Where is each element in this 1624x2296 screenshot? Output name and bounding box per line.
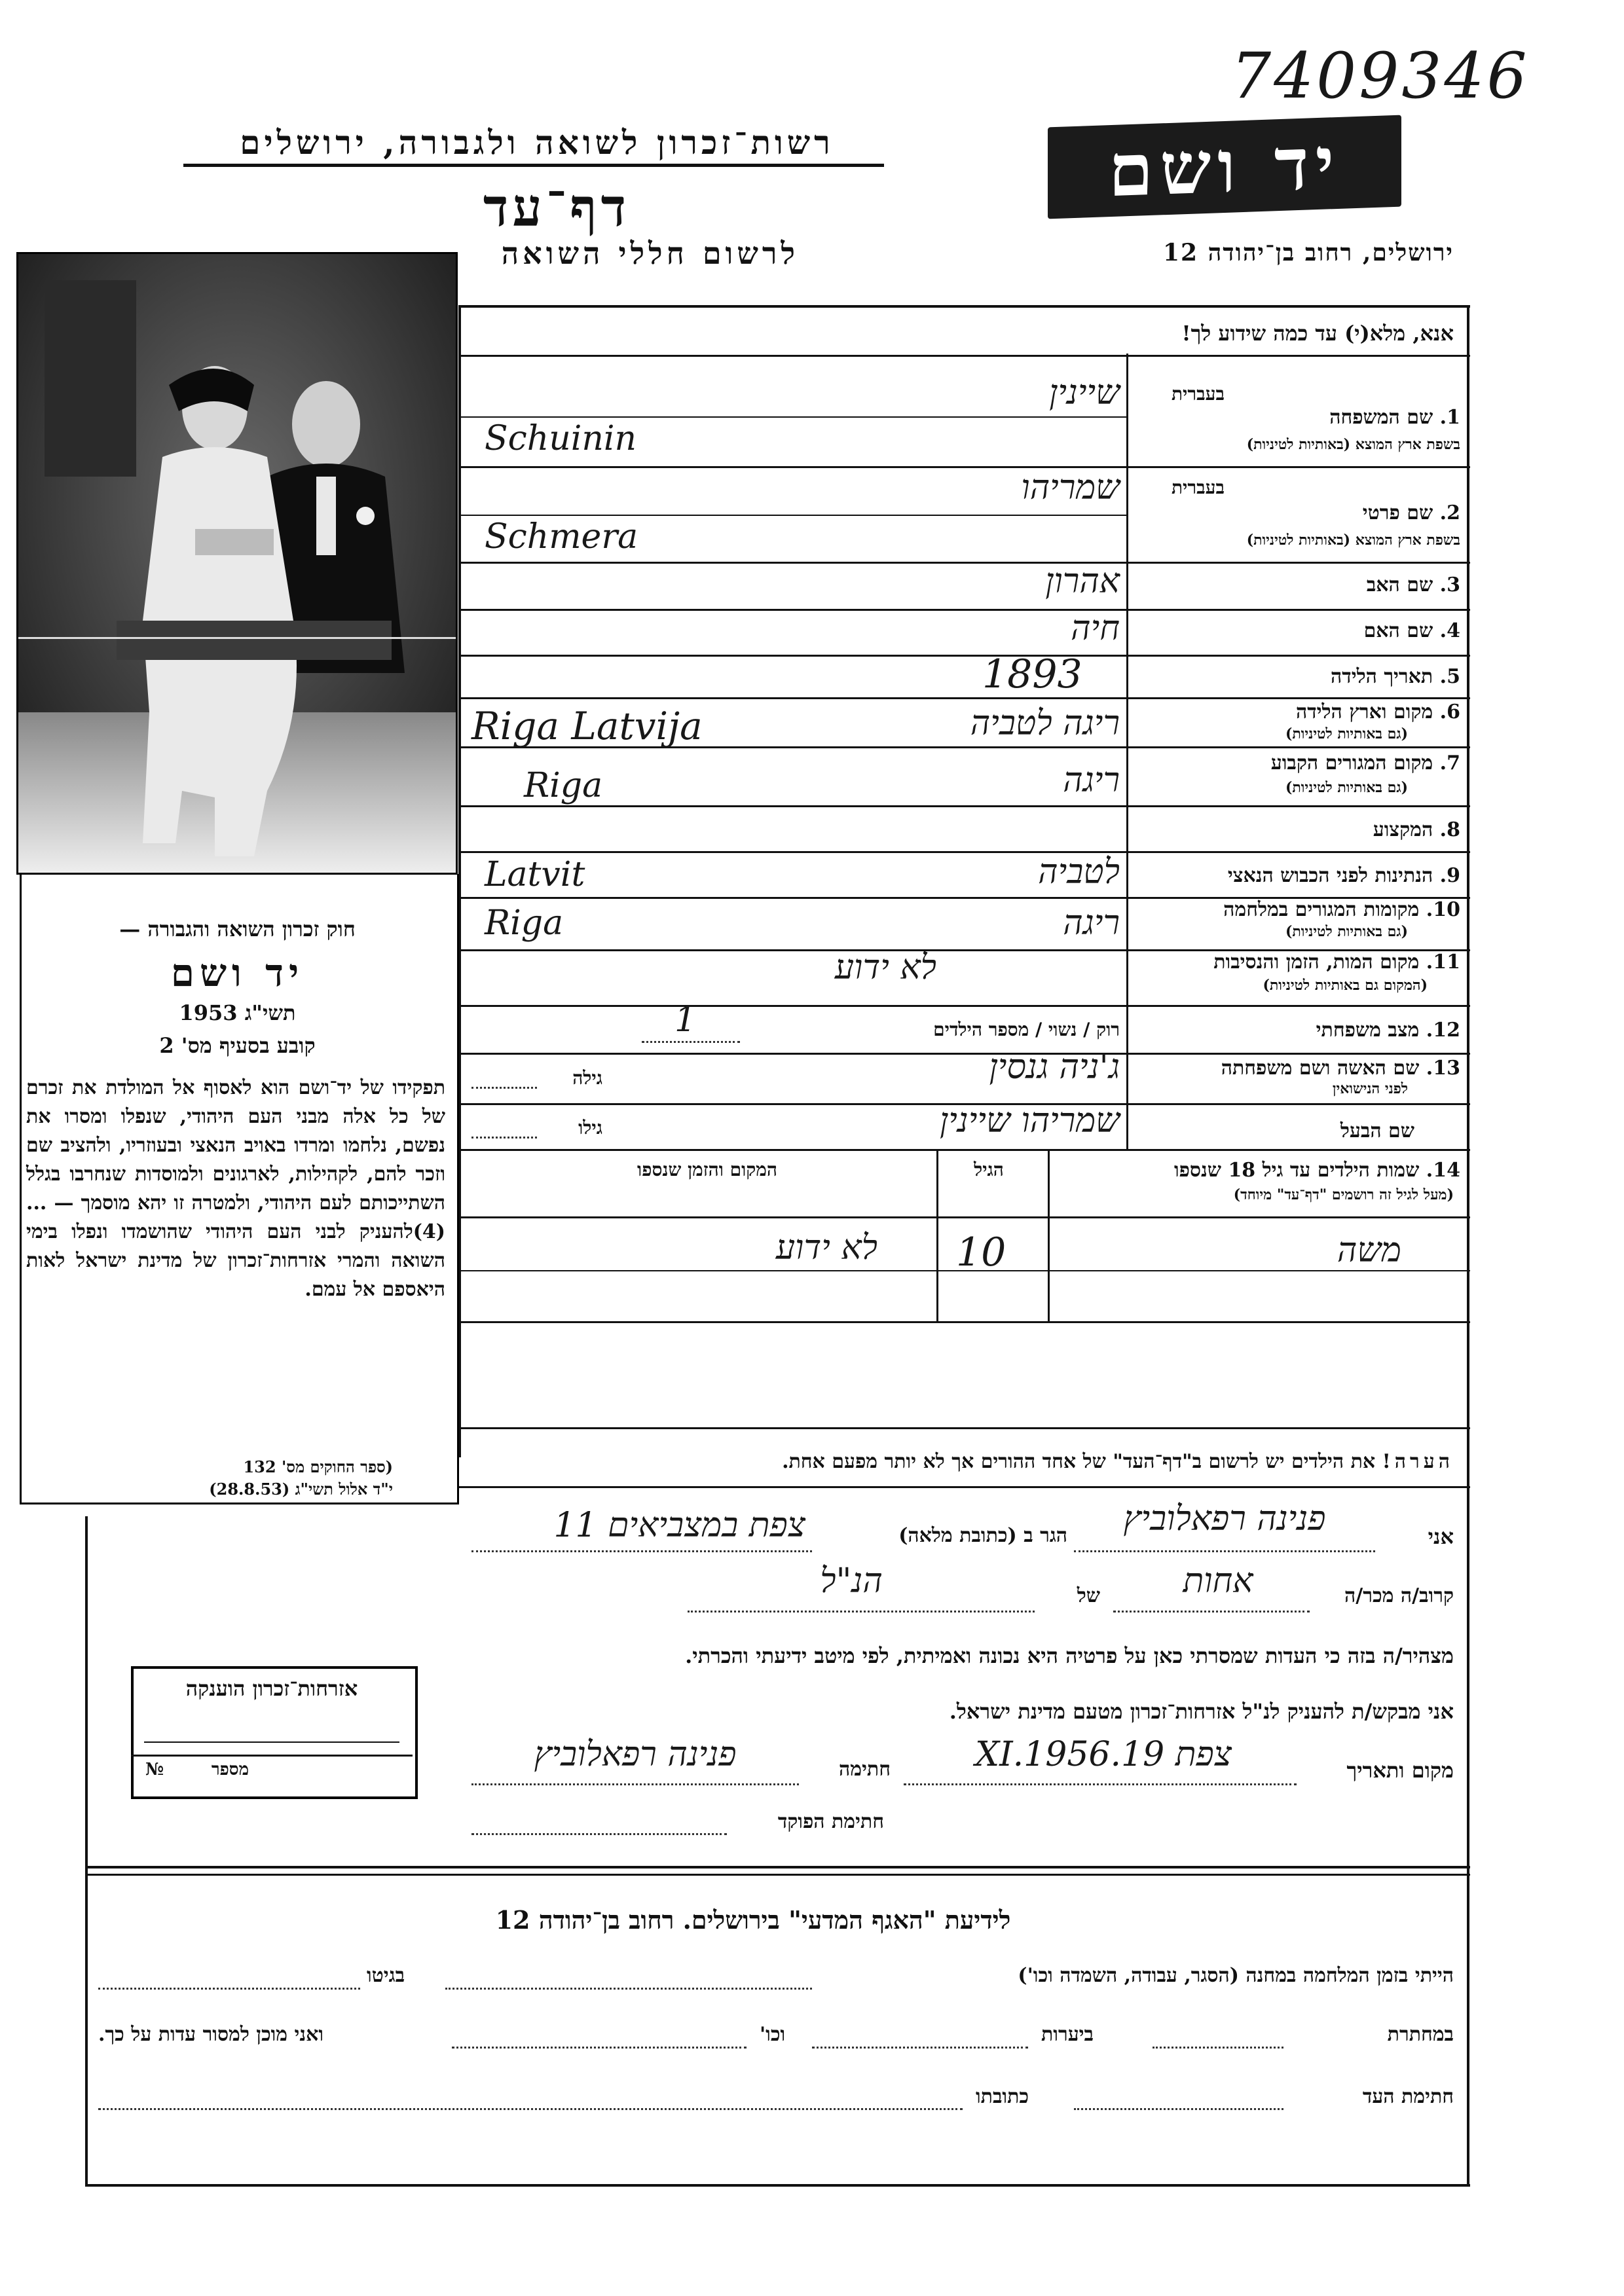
info-line2-dots-2 <box>812 2047 1028 2049</box>
portrait-photo <box>16 252 458 875</box>
field14-col-place: המקום והזמן שנספו <box>637 1159 777 1180</box>
field4-number: 4. <box>1439 619 1460 642</box>
law-name: יד ושם <box>170 951 304 995</box>
field14-bottom-line <box>458 1321 1470 1323</box>
field7-number: 7. <box>1439 752 1460 774</box>
husband-hebrew: שמריהו שיינין <box>939 1101 1120 1140</box>
declarant-address: צפת במצביאים 11 <box>553 1506 805 1545</box>
row-line <box>458 1005 1470 1007</box>
field4-label-text: שם האם <box>1363 619 1433 642</box>
field1-sub: בשפת ארץ המוצא (באותיות לטיניות) <box>1246 436 1460 453</box>
field13-age-dots <box>471 1087 537 1089</box>
row-line <box>458 655 1470 657</box>
of-dots <box>688 1611 1035 1613</box>
field2-sub: בשפת ארץ המוצא (באותיות לטיניות) <box>1246 532 1460 549</box>
field1-label-text: שם המשפחה <box>1329 406 1433 429</box>
note <box>471 1450 1454 1473</box>
field3-hebrew: אהרון <box>1045 562 1120 601</box>
field11-sub: (המקום גם באותיות לטיניות) <box>1263 977 1428 994</box>
row-line <box>458 1149 1470 1151</box>
field8-number: 8. <box>1439 818 1460 841</box>
field2-divider <box>458 515 1126 516</box>
law-source-1: (ספר החוקים מס' 132 <box>243 1457 393 1476</box>
field11-label <box>1133 951 1460 974</box>
frame-top <box>458 305 1470 308</box>
field12-number: 12. <box>1426 1019 1460 1042</box>
citizenship-dots-line <box>144 1741 399 1743</box>
field13-number: 13. <box>1426 1057 1460 1080</box>
frame-right <box>1467 305 1469 1516</box>
info-line1-a: הייתי בזמן המלחמה במחנה (הסגר, עבודה, השמדה וכו') <box>1018 1964 1454 1987</box>
signature-label: חתימה <box>839 1758 891 1781</box>
yad-vashem-logo <box>1048 115 1401 219</box>
field5-value: 1893 <box>982 651 1082 697</box>
frame-bottom <box>85 1866 1470 1868</box>
field7-sub: (גם באותיות לטיניות) <box>1285 779 1408 796</box>
field1-label <box>1133 406 1460 429</box>
field14-col-divider-1 <box>1048 1151 1050 1321</box>
field7-label-text: מקום המגורים הקבוע <box>1270 752 1433 774</box>
declarant-address-dots <box>471 1550 812 1552</box>
field3-label <box>1133 574 1460 596</box>
field11-label-text: מקום המות, הזמן והנסיבות <box>1213 951 1420 974</box>
info-line1-dots-2 <box>98 1988 360 1990</box>
instructions: אנא, מלא(י) עד כמה שידוע לך! <box>1181 321 1454 346</box>
field6-label <box>1133 701 1460 723</box>
field2-number: 2. <box>1439 501 1460 524</box>
law-clause: קובע בסעיף מס' 2 <box>159 1033 316 1058</box>
place-date-dots <box>904 1783 1297 1785</box>
field14-col-age: הגיל <box>974 1159 1004 1180</box>
field6-latin: Riga Latvija <box>471 704 703 748</box>
field12-options: רוק / נשוי / מספר הילדים <box>933 1019 1120 1040</box>
field2-latin: Schmera <box>485 517 638 556</box>
field6-label-text: מקום וארץ הלידה <box>1295 701 1433 723</box>
form-title: דף־עד <box>483 177 631 238</box>
info-double-line <box>85 1874 1470 1876</box>
field2-label <box>1133 501 1460 524</box>
field9-label <box>1133 864 1460 887</box>
field1-latin: Schuinin <box>485 419 637 458</box>
field14-number: 14. <box>1426 1159 1460 1182</box>
field11-hebrew: לא ידוע <box>834 948 936 987</box>
field14-col-divider-2 <box>936 1151 938 1321</box>
field13-label <box>1133 1057 1460 1080</box>
field13-age-label: גילה <box>572 1067 602 1089</box>
field5-number: 5. <box>1439 665 1460 688</box>
field11-number: 11. <box>1426 951 1460 974</box>
archive-number: 7409346 <box>1231 39 1530 113</box>
row-line <box>458 355 1470 357</box>
field9-latin: Latvit <box>485 855 585 894</box>
field14-label <box>1048 1159 1460 1182</box>
field12-label-text: מצב משפחתי <box>1316 1019 1420 1042</box>
field3-label-text: שם האב <box>1366 574 1433 596</box>
official-signature-dots <box>471 1833 727 1835</box>
field2-hebrew: שמריהו <box>1021 468 1120 507</box>
law-source-2: י"ד אלול תשי"ג (28.8.53) <box>209 1480 393 1499</box>
field14-label-text: שמות הילדים עד גיל 18 שנספו <box>1173 1159 1420 1182</box>
note-bottom-line <box>458 1486 1470 1488</box>
info-line3-dots-1 <box>1074 2108 1283 2110</box>
field6-sub: (גם באותיות לטיניות) <box>1285 725 1408 742</box>
frame-right-lower <box>1467 1516 1469 2184</box>
of-label: של <box>1077 1584 1100 1607</box>
law-year: תשי"ג 1953 <box>179 1000 296 1025</box>
field1-divider <box>458 416 1126 418</box>
field12-label <box>1133 1019 1460 1042</box>
field1-lang: בעברית <box>1171 383 1225 405</box>
field7-label <box>1133 752 1460 774</box>
field6-hebrew: ריגה לטביה <box>970 704 1120 743</box>
field10-label <box>1133 898 1460 921</box>
info-line2-c: וכו' <box>760 2023 786 2046</box>
authority-title: רשות־זכרון לשואה ולגבורה, ירושלים <box>240 123 834 162</box>
relation-value: אחות <box>1183 1561 1253 1601</box>
note-label: הערה! <box>1382 1450 1454 1473</box>
field10-latin: Riga <box>485 903 564 943</box>
info-line2-dots-1 <box>1153 2047 1283 2049</box>
field1-hebrew: שיינין <box>1049 373 1120 412</box>
field10-number: 10. <box>1426 898 1460 921</box>
header-address: ירושלים, רחוב בן־יהודה 12 <box>1162 239 1454 266</box>
signature-dots <box>471 1783 799 1785</box>
info-line1-b: בגיטו <box>367 1964 405 1987</box>
field7-latin: Riga <box>524 766 603 805</box>
form-subtitle: לרשום חללי השואה <box>501 236 799 271</box>
field10-hebrew: ריגה <box>1063 903 1120 943</box>
of-value: הנ"ל <box>820 1561 883 1601</box>
field8-label-text: המקצוע <box>1373 818 1433 841</box>
citizenship-no-label: № <box>145 1760 164 1779</box>
husband-age-label: גילו <box>578 1117 602 1139</box>
info-bottom <box>85 2184 1470 2187</box>
field14-sub: (מעל לגיל זה רושמים "דף־עד" מיוחד) <box>1233 1186 1454 1203</box>
declarant-ani: אני <box>1428 1524 1454 1549</box>
field1-number: 1. <box>1439 406 1460 429</box>
citizenship-title: אזרחות־זכרון הוענקה <box>185 1676 358 1701</box>
husband-age-dots <box>471 1137 537 1139</box>
field8-label <box>1133 818 1460 841</box>
field4-label <box>1133 619 1460 642</box>
info-line2-dots-3 <box>452 2047 747 2049</box>
declaration-text: מצהיר/ה בזה כי העדות שמסרתי כאן על פרטיה היא נכונה ואמיתית, לפי מיטב ידיעתי והכרתי. <box>685 1643 1454 1668</box>
info-line1-dots <box>445 1988 812 1990</box>
field13-sub: לפני הנישואין <box>1332 1080 1408 1097</box>
field10-label-text: מקומות המגורים במלחמה <box>1223 898 1420 921</box>
place-date-label: מקום ותאריך <box>1346 1758 1454 1783</box>
info-line3-dots-2 <box>98 2108 963 2110</box>
field5-label-text: תאריך הלידה <box>1331 665 1433 688</box>
relation-label: קרוב/ה מכר/ה <box>1344 1584 1454 1607</box>
place-date-value: צפת 19.XI.1956 <box>975 1735 1232 1774</box>
declarant-name-dots <box>1074 1550 1375 1552</box>
field14-child-name: משה <box>1337 1231 1401 1270</box>
note-text: את הילדים יש לרשום ב"דף־העד" של אחד ההורים אך לא יותר מפעם אחת. <box>782 1450 1376 1473</box>
column-divider <box>1126 354 1128 1149</box>
signature-value: פנינה רפאלוביץ <box>534 1735 737 1774</box>
field2-lang: בעברית <box>1171 477 1225 498</box>
field3-number: 3. <box>1439 574 1460 596</box>
field12-children: 1 <box>674 1000 697 1040</box>
row-line <box>458 609 1470 611</box>
authority-underline <box>183 164 884 167</box>
field13-label-text: שם האשה ושם משפחתה <box>1221 1057 1420 1080</box>
info-line2-b: ביערות <box>1041 2023 1094 2046</box>
frame-bottom-left <box>85 1516 88 2184</box>
info-line2-a: במחתרת <box>1387 2023 1454 2046</box>
info-line2-d: ואני מוכן למסור עדות על כך. <box>98 2023 324 2046</box>
law-title: חוק זכרון השואה והגבורה — <box>119 917 356 941</box>
row-line <box>458 697 1470 699</box>
field9-label-text: הנתינות לפני הכבוש הנאצי <box>1227 864 1433 887</box>
field13-hebrew: ג'ניה גנסין <box>989 1048 1120 1087</box>
field4-hebrew: חיה <box>1071 609 1120 648</box>
field6-number: 6. <box>1439 701 1460 723</box>
field10-sub: (גם באותיות לטיניות) <box>1285 923 1408 940</box>
field14-header-line <box>458 1216 1470 1218</box>
relation-dots <box>1113 1611 1310 1613</box>
info-line3-a: חתימת העד <box>1362 2085 1454 2108</box>
note-top-line <box>458 1427 1470 1429</box>
field5-label <box>1133 665 1460 688</box>
declarant-name: פנינה רפאלוביץ <box>1123 1499 1326 1539</box>
field7-hebrew: ריגה <box>1063 761 1120 800</box>
official-signature-label: חתימת הפוקד <box>777 1810 884 1833</box>
info-title: לידיעת "האגף המדעי" בירושלים. רחוב בן־יהודה 12 <box>495 1905 1011 1935</box>
field9-hebrew: לטביה <box>1038 852 1120 892</box>
info-line3-b: כתובתו <box>976 2085 1029 2108</box>
field12-dots <box>642 1041 740 1043</box>
field2-label-text: שם פרטי <box>1362 501 1433 524</box>
logo-text: יד ושם <box>1108 120 1341 213</box>
citizenship-divider <box>131 1755 413 1757</box>
request-text: אני מבקש/ת להעניק לנ"ל אזרחות־זכרון מטעם מדינת ישראל. <box>949 1699 1454 1724</box>
field14-child-place: לא ידוע <box>775 1228 877 1267</box>
declarant-resides-label: הגר ב (כתובת מלאה) <box>898 1524 1067 1547</box>
row-line <box>458 805 1470 807</box>
field14-child-age: 10 <box>956 1230 1006 1275</box>
husband-label: שם הבעל <box>1340 1120 1414 1142</box>
photo-image <box>18 254 456 873</box>
law-body: תפקידו של יד־ושם הוא לאסוף אל המולדת את זכרם של כל אלה מבני העם היהודי, שנפלו ומסרו את נפשם, נלחמו ומרדו באויב הנאצי ובעוזריו, ולהציב שם וזכר להם, לקהילות, לארגונים ולמוסדות שנחרבו בגלל השתייכותם לעם היהודי, ולמטרה זו יהא מוסמך — ...(4)להעניק לבני העם היהודי שהושמדו ונפלו בימי השואה והמרי אזרחות־זכרון של מדינת ישראל לאות היאספם אל עמם. <box>26 1076 445 1301</box>
field9-number: 9. <box>1439 864 1460 887</box>
citizenship-number-label: מספר <box>211 1760 249 1779</box>
